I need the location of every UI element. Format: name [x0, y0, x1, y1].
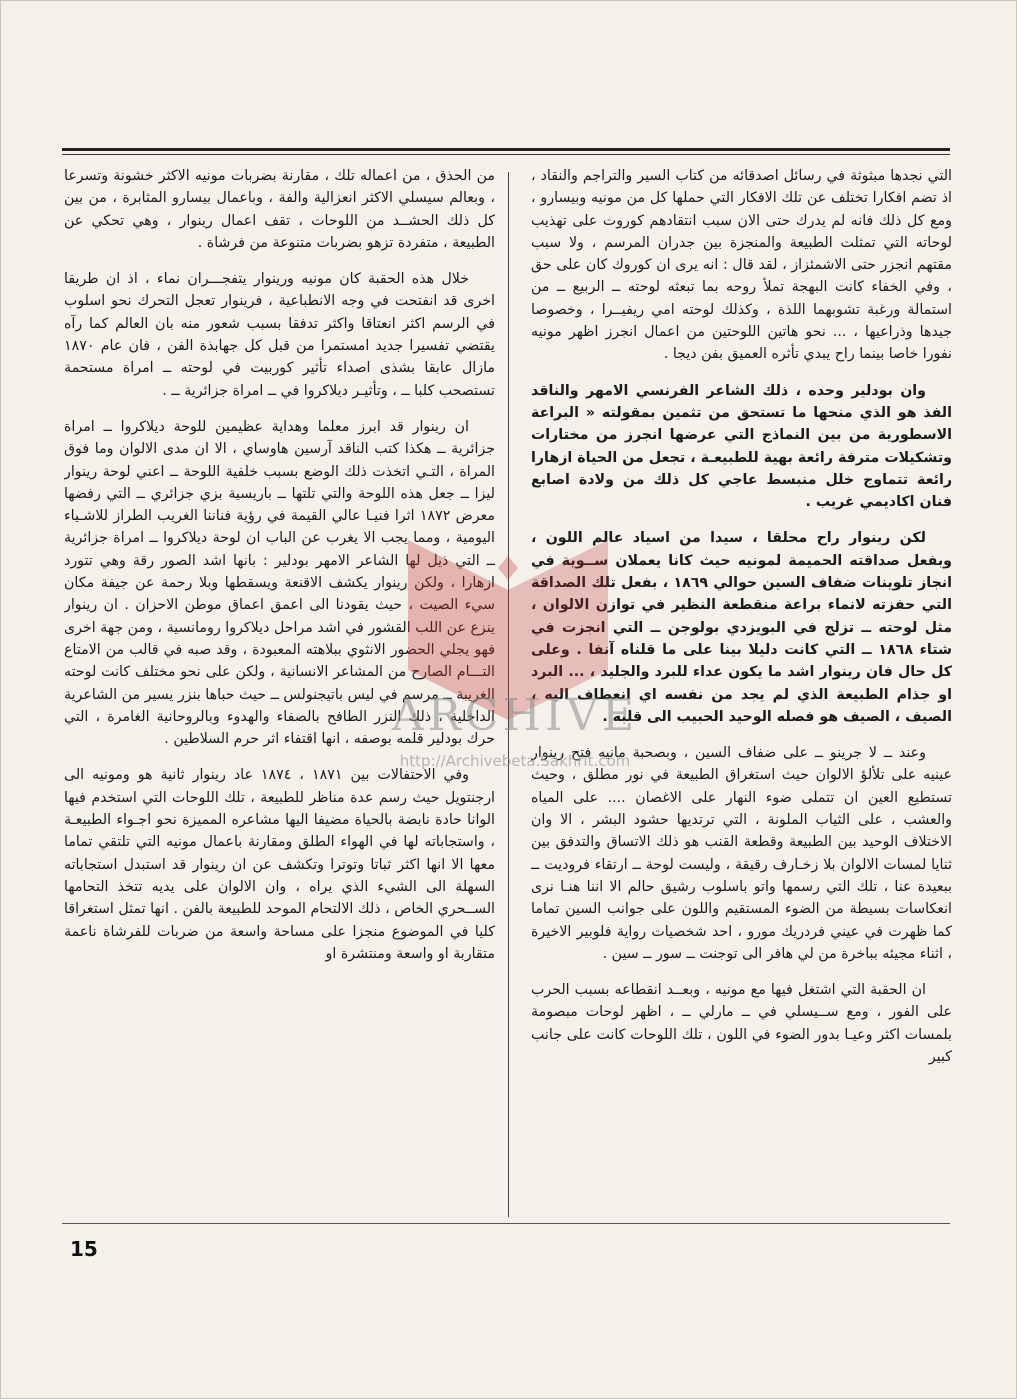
left-text-column — [64, 165, 495, 1223]
left-paragraph-1: من الحذق ، من اعماله تلك ، مقارنة بضربات مونيه الاكثر خشونة وتسرعا ، وبعالم سيسلي الاكثر انعزالية والفة ، وباعمال بيسارو المثابرة ، من بين كل ذلك الحشــد من اللوحات ، تقف اعمال رينوار ، وهي تحكي عن الطبيعة ، متفردة تزهو بضربات متنوعة من فرشاة . — [64, 168, 495, 251]
page-number: 15 — [70, 1237, 98, 1261]
footer-rule — [62, 1223, 950, 1224]
right-paragraph-3: لكن رينوار راح محلقا ، سيدا من اسياد عالم اللون ، وبفعل صداقته الحميمة لمونيه حيث كانا يعملان ســوية في انجاز تلوينات ضفاف السين حوالي ١٨٦٩ ، بفعل تلك الصداقة التي حفزته لانماء براعة منقطعة النظير في توازن الالوان ، مثل لوحته ــ تزلج في البويزدي بولوجن ــ التي انجزت في شتاء ١٨٦٨ ــ التي كانت دليلا بينا على ما قلناه آنفا . وعلى كل حال فان رينوار اشد ما يكون عداء للبرد والجليد ، ... البرد او جذام الطبيعة الذي لم يجد من نفسه اي انعطاف اليه ، الصيف ، الصيف هو فصله الوحيد الحبيب الى قلبه . — [531, 530, 952, 725]
right-paragraph-1: التي نجدها مبثوثة في رسائل اصدقائه من كتاب السير والتراجم والنقاد ، اذ تضم افكارا تختلف عن تلك الافكار التي حملها كل من مونيه وبيسارو ، ومع كل ذلك فانه لم يدرك حتى الان سبب انتقادهم كوروت على تهذيب لوحاته التي تمثلت الطبيعة والمنجزة بين جدران المرسم ، ولا سبب مقتهم انجزر حتى الاشمئزاز ، لقد قال : انه يرى ان كوروك كان على حق ، وفي الخفاء كانت البهجة تملأ روحه بما تبعثه لوحته ــ الربيع ــ من استمالة ورغبة تشوبهما اللذة ، وكذلك لوحته امي ريفيــرا ، وخصوصا جيدها وذراعيها ، ... نحو هاتين اللوحتين من اعمال انجرز اظهر مونيه نفورا خاصا بينما راح يبدي تأثره العميق بفن ديجا . — [531, 168, 952, 363]
left-paragraph-3: ان رينوار قد ابرز معلما وهداية عظيمين للوحة ديلاكروا ــ امراة جزائرية ــ هكذا كتب الناقد آرسين هاوساي ، الا ان مدى الالوان وما فوق المراة ، التـي اتخذت ذلك الوضع بسبب خلفية اللوحة ــ اعني لوحة رينوار ليزا ــ جعل هذه اللوحة والتي تلتها ــ باريسية بزي جزائري ــ التي رفضها معرض ١٨٧٢ اثرا فنيـا عالي القيمة في رؤية فناننا الغريب الطراز للاشـياء اليومية ، ومما يجب الا يغرب عن الباب ان لوحة ديلاكروا ــ امراة جزائرية ــ التي ذيل لها الشاعر الامهر بودلير : بانها اشد الصور رقة وهي تتورد ازهارا ، ولكن رينوار يكشف الاقنعة ويسقطها وبلا رحمة عن جيفة مكان سيء الصيت ، حيث يقودنا الى اعمق اعماق موطن الاحزان . ان رينوار ينزع عن اللب القشور في اشد مراحل ديلاكروا رومانسية ، ومن جهة اخرى فهو يجلي الحضور الانثوي ببلاهته المعبودة ، وقد صبه في قالب من الامتاع التـــام الصارح من المشاعر الانسانية ، ولكن على نحو مختلف كانت لوحته الغريبة ــ مرسم في ليس باتيجنولس ــ حيث حباها بنزر يسير من الشاعرية الداخلية ، ذلك النزر الطافح بالصفاء والهدوء وبالروحانية الغامرة ، التي حرك بودلير قلمه بوصفه ، انها اقتفاء اثر حرم السلاطين . — [64, 418, 495, 748]
watermark-text: ARCHIVE — [391, 690, 639, 741]
header-rule-thin — [62, 154, 950, 155]
right-paragraph-2: وان بودلير وحده ، ذلك الشاعر الفرنسي الامهر والناقد الفذ هو الذي منحها ما تستحق من تثمين بمقولته « البراعة الاسطورية من بين النماذج التي عرضها انجرز من مختارات وتشكيلات مترفة رائعة بهية للطبيعـة ، تجعل من الحياة ازهارا رائعة تتماوج خلل منبسط عاجي كل ذلك من ولادة اصابع فنان اكاديمي غريب . — [531, 382, 952, 511]
right-paragraph-4: وعند ــ لا جرينو ــ على ضفاف السين ، وبصحبة مانيه فتح رينوار عينيه على تلألؤ الالوان حيث استغراق الطبيعة في نور مطلق ، وحيث تستطيع العين ان تتملى ضوء النهار على الاغصان .... على المياه والعشب ، على الثياب الملونة ، التي ترتديها حشود البشر ، الا وان الاختلاف الوحيد بين الطبيعة وقطعة القنب هو ذلك الاتساق والتدفق بين ثنايا لمسات الالوان بلا زخـارف رقيقة ، وليست لوحة ــ ارتقاء فروديت ــ ببعيدة عنا ، تلك التي رسمها واتو باسلوب رشيق حالم الا اننا هنـا نرى انعكاسات بسيطة من الضوء المستقيم واللون على جوانب السين تماما كما ظهرت في عيني فردريك مورو ، احد شخصيات رواية فلوبير الاخيرة ، اثناء مجيئه بباخرة من لي هافر الى توجنت ــ سور ــ سين . — [531, 745, 952, 962]
column-divider — [508, 172, 509, 1217]
right-paragraph-5: ان الحقبة التي اشتغل فيها مع مونيه ، وبعــد انقطاعه بسبب الحرب على الفور ، ومع ســيسلي في ــ مارلي ــ ، اظهر لوحات مبصومة بلمسات اكثر وعيـا بدور الضوء في اللون ، تلك اللوحات كانت على جانب كبير — [531, 982, 952, 1065]
right-text-column — [531, 165, 952, 1223]
left-paragraph-4: وفي الاحتفالات بين ١٨٧١ ، ١٨٧٤ عاد رينوار ثانية هو ومونيه الى ارجنتويل حيث رسم عدة مناظر للطبيعة ، تلك اللوحات التي استخدم فيها الوانا حادة نابضة بالحياة مضيفا اليها مشاعره المميزة نحو اجـواء الطبيعـة ، واستجاباته لها في الهواء الطلق ومقارنة باعمال مونيه التي تلتقي تماما معها الا انها اكثر ثباتا وتوترا وتكشف عن ان رينوار قد استبدل استجاباته السهلة الى الشيء الذي يراه ، وان الالوان على يديه تتخذ التحامها الســحري الخاص ، ذلك الالتحام الموحد للطبيعة بالفن . انها تمثل استغراقا كليا في الموضوع منجزا على مساحة واسعة من ضربات للفرشاة ناعمة متقاربة او واسعة ومنتشرة او — [64, 767, 495, 962]
watermark-url: http://Archivebeta.Sakhrit.com — [399, 752, 631, 770]
header-rule-thick — [62, 148, 950, 151]
left-paragraph-2: خلال هذه الحقبة كان مونيه ورينوار يتفجـــران نماء ، اذ ان طريقا اخرى قد انفتحت في وجه الانطباعية ، فرينوار تعجل التحرك نحو اسلوب في الرسم اكثر انعتاقا واكثر تدفقا بسبب شعور منه بان العالم كما رآه يقتضي تفسيرا جديد امستمرا من قبل كل جهابذة الفن ، فان عام ١٨٧٠ مازال عابقا بشذى اصداء تأثير كوربيت في لوحته ــ امراة مستحمة تستصحب كلبا ــ ، وتأثيـر ديلاكروا في ــ امراة جزائرية ــ . — [64, 271, 495, 399]
